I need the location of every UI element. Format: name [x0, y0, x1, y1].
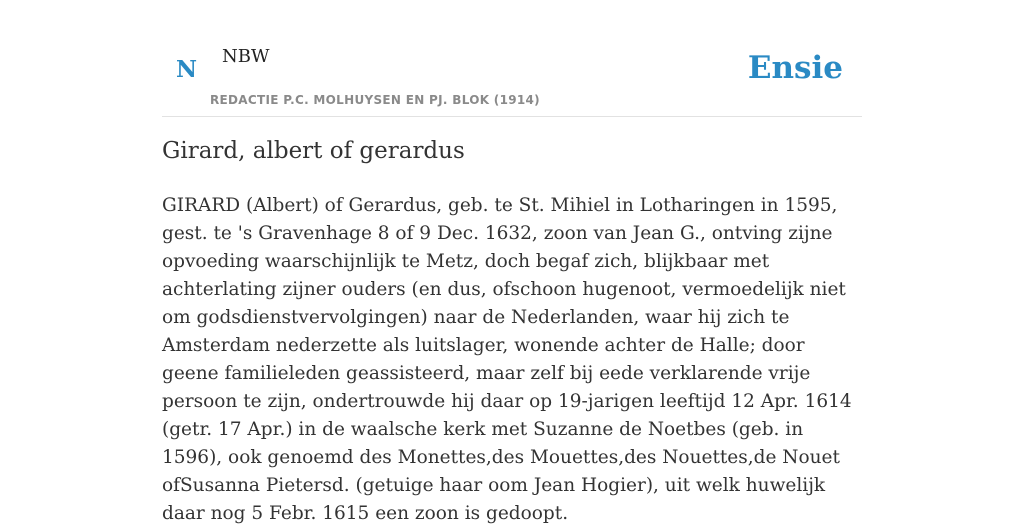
brand-logo[interactable]: Ensie	[747, 50, 843, 86]
source-name[interactable]: NBW	[222, 46, 270, 67]
header	[162, 0, 862, 117]
source-subtitle: REDACTIE P.C. MOLHUYSEN EN PJ. BLOK (1914)	[210, 93, 540, 107]
source-logo[interactable]: N	[176, 56, 198, 83]
article-body: GIRARD (Albert) of Gerardus, geb. te St. Mihiel in Lotharingen in 1595, gest. te 's Gravenhage 8 of 9 Dec. 1632, zoon van Jean G., ontving zijne opvoeding waarschijnlijk te Metz, doch begaf zich, blijkbaar met achterlating zijner ouders (en dus, ofschoon hugenoot, vermoedelijk niet om godsdienstvervolgingen) naar de Nederlanden, waar hij zich te Amsterdam nederzette als luitslager, wonende achter de Halle; door geene familieleden geassisteerd, maar zelf bij eede verklarende vrije persoon te zijn, ondertrouwde hij daar op 19-jarigen leeftijd 12 Apr. 1614 (getr. 17 Apr.) in de waalsche kerk met Suzanne de Noetbes (geb. in 1596), ook genoemd des Monettes,des Mouettes,des Nouettes,de Nouet ofSusanna Pietersd. (getuige haar oom Jean Hogier), uit welk huwelijk daar nog 5 Febr. 1615 een zoon is gedoopt.	[162, 195, 852, 524]
article-title: Girard, albert of gerardus	[162, 138, 465, 164]
